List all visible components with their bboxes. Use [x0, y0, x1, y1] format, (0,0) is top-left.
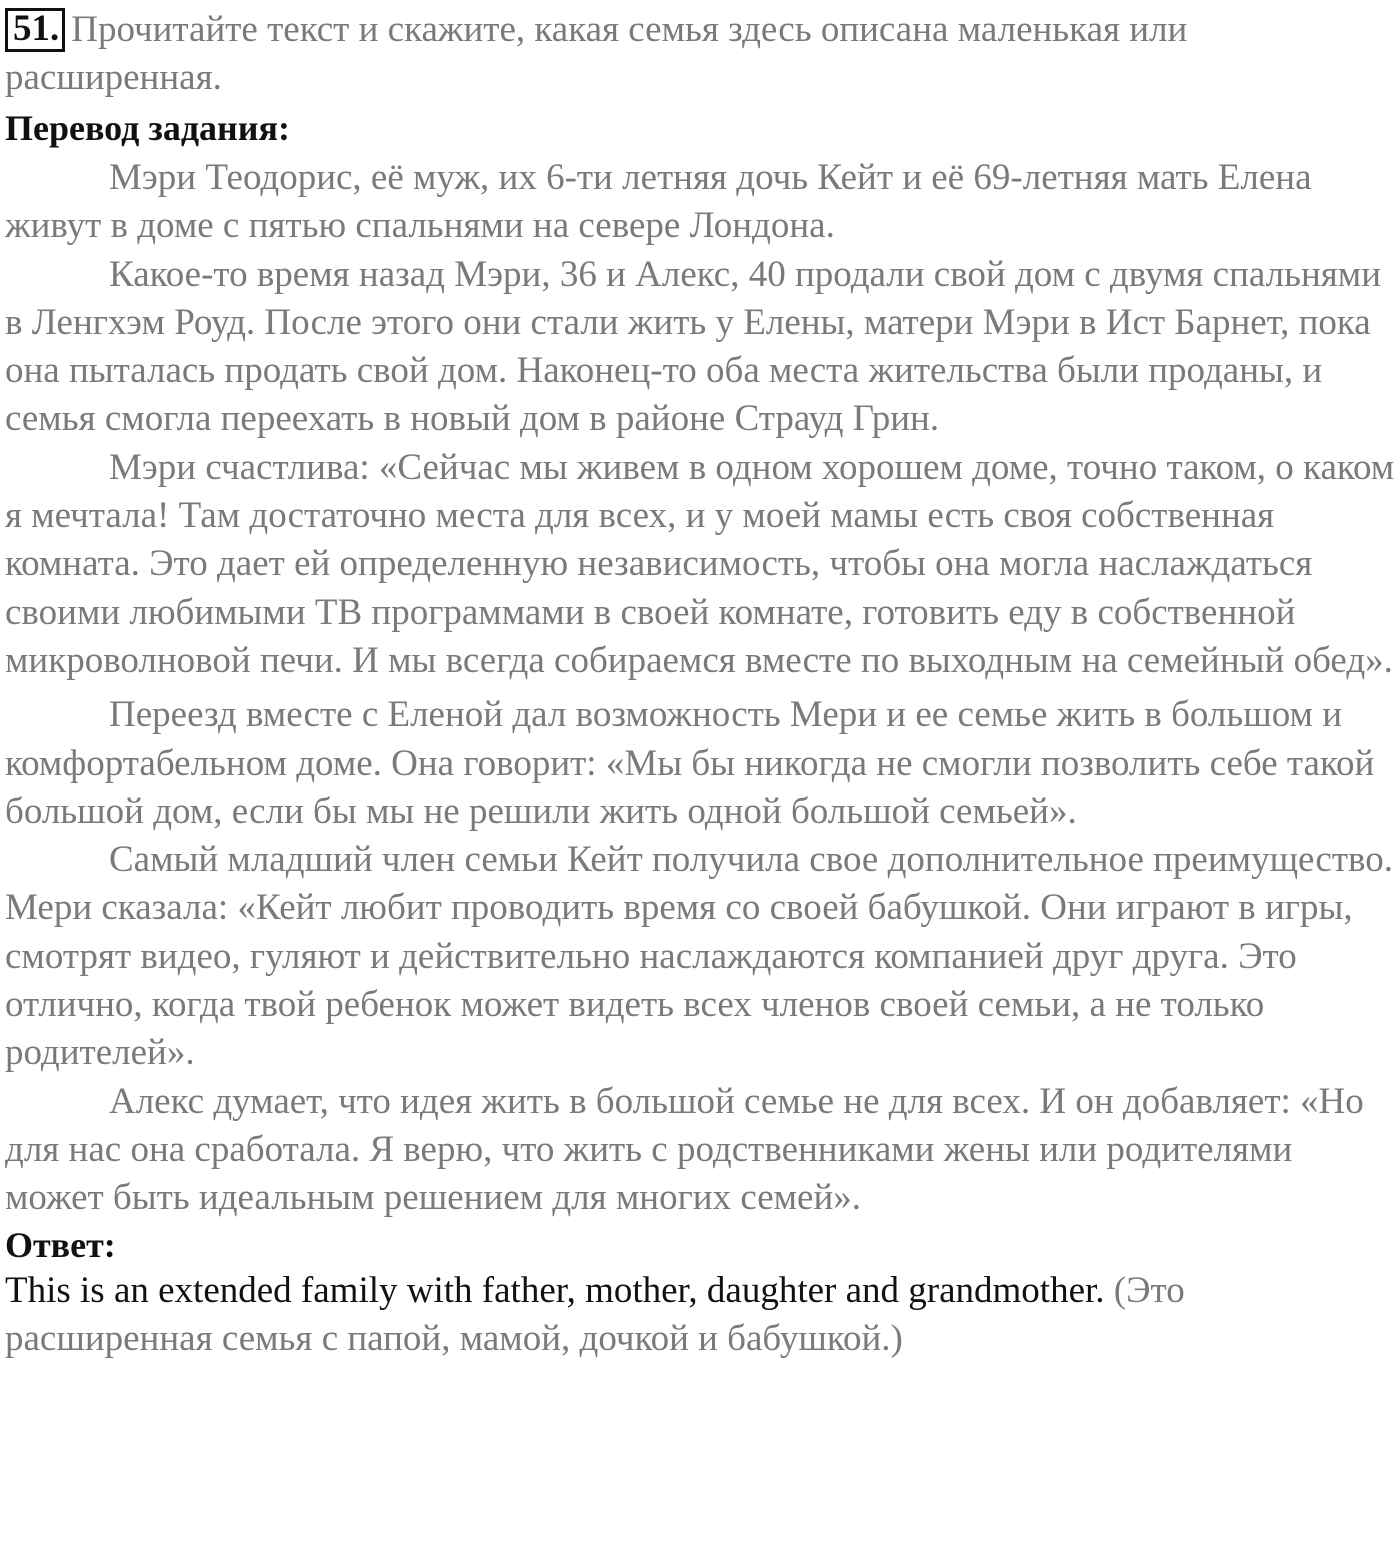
translation-paragraph: Мэри Теодорис, её муж, их 6-ти летняя дочь Кейт и её 69-летняя мать Елена живут в доме с пятью спальнями на севере Лондона.: [5, 157, 1312, 247]
task-text: Прочитайте текст и скажите, какая семья здесь описана маленькая или расширенная.: [5, 9, 1188, 98]
translation-heading: Перевод задания:: [5, 108, 290, 148]
translation-paragraph: Переезд вместе с Еленой дал возможность Мери и ее семье жить в большом и комфортабельном доме. Она говорит: «Мы бы никогда не смогли позволить себе такой большой дом, если бы мы не решили жить одной большой семьей».: [5, 694, 1375, 832]
exercise-page: [5, 6, 1397, 1363]
task-number: 51.: [5, 8, 65, 52]
answer-english: This is an extended family with father, mother, daughter and grandmother.: [5, 1269, 1105, 1311]
translation-paragraph: Самый младший член семьи Кейт получила свое дополнительное преимущество. Мери сказала: «Кейт любит проводить время со своей бабушкой. Они играют в игры, смотрят видео, гуляют и действительно наслаждаются компанией друг друга. Это отлично, когда твой ребенок может видеть всех членов своей семьи, а не только родителей».: [5, 839, 1393, 1074]
answer-text: [5, 1267, 1397, 1363]
translation-paragraph: Алекс думает, что идея жить в большой семье не для всех. И он добавляет: «Но для нас она сработала. Я верю, что жить с родственниками жены или родителями может быть идеальным решением для многих семей».: [5, 1080, 1364, 1219]
answer-heading: Ответ:: [5, 1224, 116, 1265]
translation-paragraph: Какое-то время назад Мэри, 36 и Алекс, 40 продали свой дом с двумя спальнями в Ленгхэм Роуд. После этого они стали жить у Елены, матери Мэри в Ист Барнет, пока она пыталась продать свой дом. Наконец-то оба места жительства были проданы, и семья смогла переехать в новый дом в районе Страуд Грин.: [5, 253, 1382, 440]
translation-paragraph: Мэри счастлива: «Сейчас мы живем в одном хорошем доме, точно таком, о каком я мечтала! Там достаточно места для всех, и у моей мамы есть своя собственная комната. Это дает ей определенную независимость, чтобы она могла наслаждаться своими любимыми ТВ программами в своей комнате, готовить еду в собственной микроволновой печи. И мы всегда собираемся вместе по выходным на семейный обед».: [5, 446, 1395, 681]
task-prompt: [5, 6, 1397, 102]
answer-russian: (Это расширенная семья с папой, мамой, дочкой и бабушкой.): [5, 1269, 1185, 1359]
